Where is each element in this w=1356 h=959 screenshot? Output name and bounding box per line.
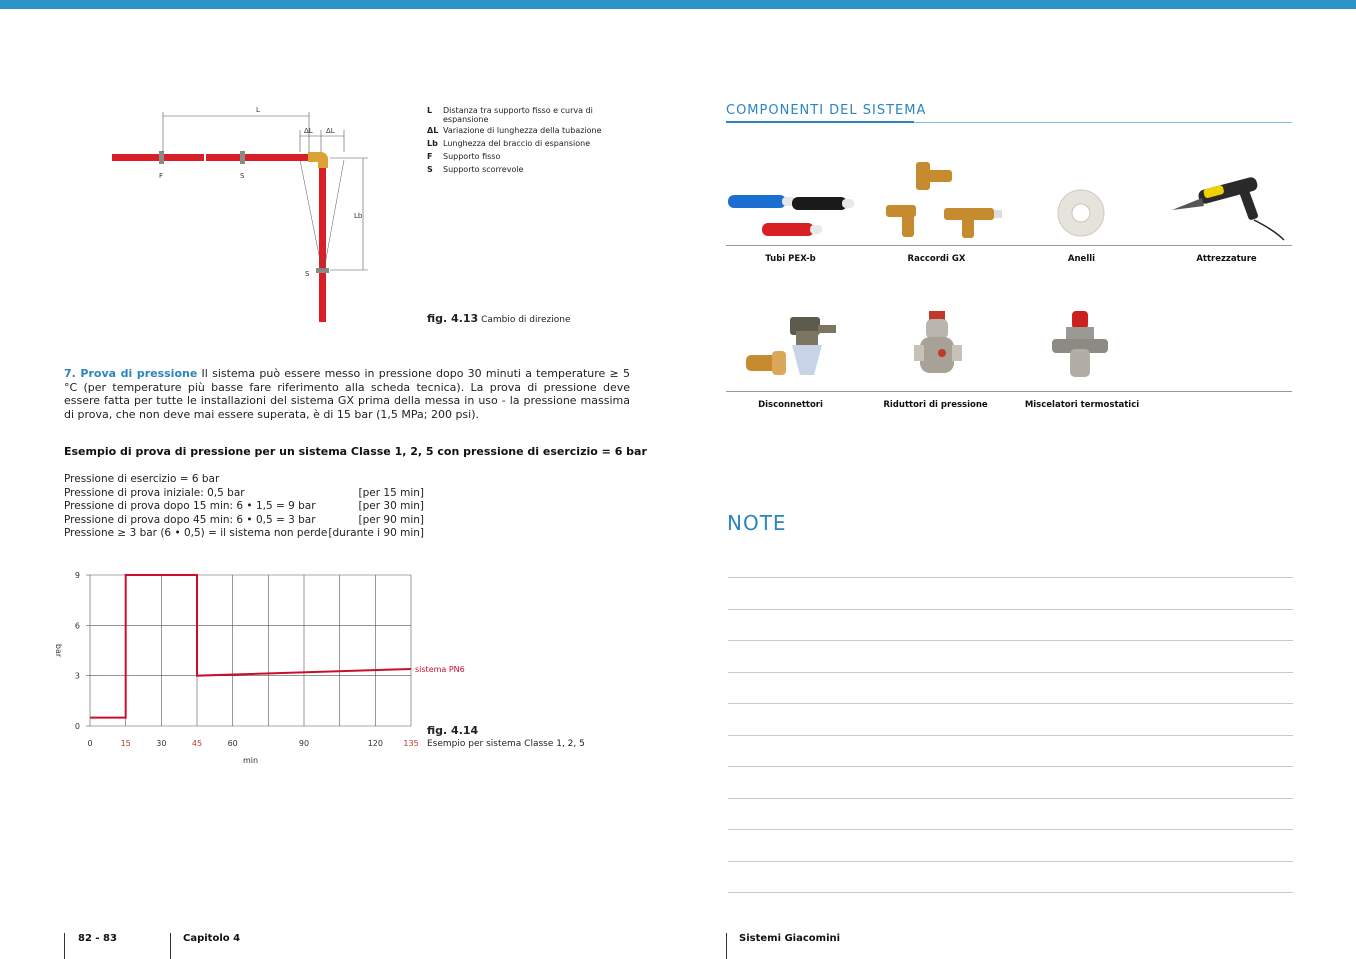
dim-label-lb: Lb bbox=[354, 212, 363, 220]
calc-row-duration: [per 90 min] bbox=[358, 513, 424, 526]
calc-row-text: Pressione di esercizio = 6 bar bbox=[64, 473, 220, 485]
calc-row-text: Pressione di prova iniziale: 0,5 bar bbox=[64, 486, 245, 499]
disconnector-image bbox=[746, 317, 836, 375]
dim-label-s1: S bbox=[240, 172, 245, 180]
components-row1-images bbox=[726, 150, 1292, 245]
components-title: COMPONENTI DEL SISTEMA bbox=[726, 103, 927, 118]
component-label-rings: Anelli bbox=[1067, 254, 1096, 264]
x-tick-label: 135 bbox=[403, 739, 419, 748]
calc-row-text: Pressione di prova dopo 45 min: 6 • 0,5 = 3 bar bbox=[64, 513, 316, 526]
rings-image bbox=[1058, 190, 1104, 236]
note-line bbox=[728, 640, 1293, 641]
elbow-fitting bbox=[308, 152, 328, 168]
pex-pipes-image bbox=[728, 195, 854, 236]
legend-symbol: L bbox=[427, 106, 433, 115]
dim-label-s2: S bbox=[305, 270, 310, 278]
footer-divider-3 bbox=[726, 933, 727, 959]
note-line bbox=[728, 892, 1293, 893]
footer-divider-1 bbox=[64, 933, 65, 959]
example-title: Esempio di prova di pressione per un sistema Classe 1, 2, 5 con pressione di esercizio = 6 bar bbox=[64, 445, 647, 458]
x-tick-label: 15 bbox=[120, 739, 131, 748]
x-tick-label: 120 bbox=[367, 739, 383, 748]
fig-4-13-text: Cambio di direzione bbox=[481, 315, 571, 325]
fig-4-13-diagram bbox=[100, 100, 420, 330]
horizontal-pipe-2 bbox=[206, 154, 308, 161]
components-row2-images bbox=[726, 305, 1156, 390]
series-label: sistema PN6 bbox=[415, 664, 465, 674]
legend-text: Lunghezza del braccio di espansione bbox=[443, 139, 591, 148]
legend-row bbox=[427, 163, 627, 176]
x-tick-label: 60 bbox=[227, 739, 238, 748]
pressure-test-heading: 7. Prova di pressione bbox=[64, 367, 198, 380]
sliding-support-1 bbox=[240, 151, 245, 164]
footer-chapter: Capitolo 4 bbox=[183, 933, 241, 944]
dim-label-L: L bbox=[256, 106, 260, 114]
fig-4-13-legend bbox=[427, 104, 627, 176]
dim-label-f: F bbox=[159, 172, 164, 180]
legend-text: Supporto fisso bbox=[443, 152, 501, 161]
calc-row-text: Pressione ≥ 3 bar (6 • 0,5) = il sistema non perde bbox=[64, 527, 328, 540]
pressure-test-paragraph bbox=[64, 367, 630, 421]
legend-row bbox=[427, 124, 627, 137]
calc-row-duration: [durante i 90 min] bbox=[328, 527, 424, 540]
note-line bbox=[728, 672, 1293, 673]
y-tick-label: 9 bbox=[74, 571, 80, 580]
pressure-calc-list bbox=[64, 473, 424, 541]
legend-symbol: F bbox=[427, 152, 433, 161]
footer-brand: Sistemi Giacomini bbox=[739, 933, 841, 944]
calc-row bbox=[64, 500, 424, 514]
component-label-reducers: Riduttori di pressione bbox=[883, 400, 988, 410]
gx-fittings-image bbox=[886, 162, 1002, 238]
fixed-support bbox=[159, 151, 164, 164]
sliding-support-2 bbox=[316, 268, 329, 273]
x-tick-label: 30 bbox=[156, 739, 167, 748]
note-line bbox=[728, 861, 1293, 862]
thermostatic-mixer-image bbox=[1052, 311, 1108, 377]
y-tick-label: 3 bbox=[74, 671, 80, 681]
legend-row bbox=[427, 137, 627, 150]
footer-page-numbers: 82 - 83 bbox=[78, 933, 117, 944]
fig-4-13-number: fig. 4.13 bbox=[427, 312, 479, 325]
x-tick-label: 90 bbox=[298, 739, 310, 748]
note-line bbox=[728, 766, 1293, 767]
dim-label-dl1: ΔL bbox=[304, 127, 313, 135]
tool-image bbox=[1172, 176, 1284, 240]
calc-row bbox=[64, 487, 424, 501]
footer-divider-2 bbox=[170, 933, 171, 959]
calc-row-duration: [per 15 min] bbox=[358, 486, 424, 499]
components-row1-line bbox=[726, 245, 1292, 246]
fig-4-14-text: Esempio per sistema Classe 1, 2, 5 bbox=[427, 739, 585, 749]
calc-row-duration: [per 30 min] bbox=[358, 500, 424, 513]
calc-row bbox=[64, 473, 424, 487]
note-title: NOTE bbox=[727, 511, 787, 535]
pressure-reducer-image bbox=[914, 311, 962, 373]
note-line bbox=[728, 735, 1293, 736]
calc-row-text: Pressione di prova dopo 15 min: 6 • 1,5 = 9 bar bbox=[64, 500, 316, 513]
component-label-disconnectors: Disconnettori bbox=[758, 400, 823, 410]
legend-symbol: S bbox=[427, 165, 433, 174]
x-axis-label: min bbox=[242, 756, 259, 765]
legend-row bbox=[427, 150, 627, 163]
legend-symbol: ΔL bbox=[427, 126, 439, 135]
legend-text: Distanza tra supporto fisso e curva di espansione bbox=[443, 106, 593, 124]
y-tick-label: 0 bbox=[74, 722, 80, 731]
x-tick-label: 0 bbox=[87, 739, 93, 748]
y-axis-label: bar bbox=[54, 643, 63, 658]
note-line bbox=[728, 829, 1293, 830]
note-line bbox=[728, 609, 1293, 610]
legend-symbol: Lb bbox=[427, 139, 438, 148]
legend-row bbox=[427, 104, 627, 124]
component-label-pex: Tubi PEX-b bbox=[765, 254, 816, 264]
component-label-fittings: Raccordi GX bbox=[907, 254, 966, 264]
calc-row bbox=[64, 527, 424, 541]
components-row2-line bbox=[726, 391, 1292, 392]
component-label-tools: Attrezzature bbox=[1196, 254, 1257, 264]
note-line bbox=[728, 577, 1293, 578]
note-line bbox=[728, 798, 1293, 799]
note-line bbox=[728, 703, 1293, 704]
fig-4-13-caption bbox=[427, 312, 571, 325]
calc-row bbox=[64, 514, 424, 528]
dim-label-dl2: ΔL bbox=[326, 127, 335, 135]
component-label-mixers: Miscelatori termostatici bbox=[1024, 400, 1140, 410]
legend-text: Supporto scorrevole bbox=[443, 165, 524, 174]
vertical-pipe bbox=[319, 166, 326, 322]
components-title-underline bbox=[726, 121, 914, 123]
horizontal-pipe-1 bbox=[112, 154, 204, 161]
legend-text: Variazione di lunghezza della tubazione bbox=[443, 126, 602, 135]
series-line bbox=[90, 575, 411, 718]
x-tick-label: 45 bbox=[191, 739, 203, 748]
top-accent-bar bbox=[0, 0, 1356, 9]
pressure-chart bbox=[40, 565, 480, 770]
fig-4-14-number: fig. 4.14 bbox=[427, 724, 479, 737]
y-tick-label: 6 bbox=[74, 621, 80, 631]
pressure-test-body: Il sistema può essere messo in pressione dopo 30 minuti a temperature ≥ 5 °C (per temperature più basse fare riferimento alla scheda tecnica). La prova di pressione deve essere fatta per tutte le installazioni del sistema GX prima della messa in uso - la pressione massima di prova, che non deve mai essere superata, è di 15 bar (1,5 MPa; 200 psi). bbox=[64, 367, 631, 421]
fig-4-14-caption bbox=[427, 725, 585, 750]
